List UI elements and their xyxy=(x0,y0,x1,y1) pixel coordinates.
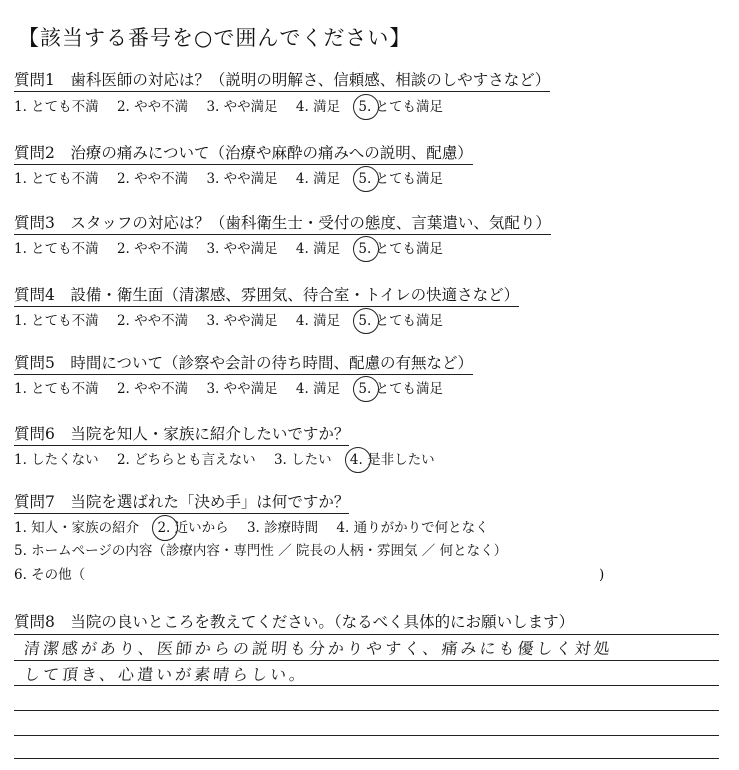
q5-option-4[interactable]: 4. 満足 xyxy=(295,381,341,397)
q3-option-4[interactable]: 4. 満足 xyxy=(295,241,341,257)
q1-option-3[interactable]: 3. やや満足 xyxy=(206,99,278,115)
q3-option-3[interactable]: 3. やや満足 xyxy=(206,241,278,257)
answer-rule-3 xyxy=(14,685,719,686)
q2-option-5-selected[interactable]: 5. とても満足 xyxy=(358,171,444,187)
question-1-options xyxy=(14,98,457,116)
q3-option-2[interactable]: 2. やや不満 xyxy=(116,241,189,257)
q1-option-5-selected[interactable]: 5. とても満足 xyxy=(358,99,444,115)
q2-option-4[interactable]: 4. 満足 xyxy=(295,171,341,187)
q6-option-2[interactable]: 2. どちらとも言えない xyxy=(116,452,256,468)
q7-option-3[interactable]: 3. 診療時間 xyxy=(246,520,319,536)
q7-option-6-row xyxy=(14,566,614,584)
q5-option-5-selected[interactable]: 5. とても満足 xyxy=(358,381,444,397)
q6-option-1[interactable]: 1. したくない xyxy=(14,452,99,468)
q7-option-5[interactable]: 5. ホームページの内容（診療内容・専門性 ／ 院長の人柄・雰囲気 ／ 何となく） xyxy=(14,543,508,559)
q4-option-1[interactable]: 1. とても不満 xyxy=(14,313,99,329)
question-7-options-line1 xyxy=(14,519,503,537)
q7-option-4[interactable]: 4. 通りがかりで何となく xyxy=(336,520,489,536)
answer-rule-5 xyxy=(14,735,719,736)
q5-option-1[interactable]: 1. とても不満 xyxy=(14,381,99,397)
q6-option-3[interactable]: 3. したい xyxy=(273,452,332,468)
q3-option-5-selected[interactable]: 5. とても満足 xyxy=(358,241,444,257)
answer-rule-1 xyxy=(14,634,719,635)
answer-rule-6 xyxy=(14,758,719,759)
q1-option-2[interactable]: 2. やや不満 xyxy=(116,99,189,115)
answer-rule-4 xyxy=(14,710,719,711)
q5-option-2[interactable]: 2. やや不満 xyxy=(116,381,189,397)
question-4: 質問4 設備・衛生面（清潔感、雰囲気、待合室・トイレの快適さなど） xyxy=(14,285,519,307)
q7-option-2-selected[interactable]: 2. 近いから xyxy=(157,520,229,536)
question-4-options xyxy=(14,312,457,330)
question-6-options xyxy=(14,451,449,469)
q3-option-1[interactable]: 1. とても不満 xyxy=(14,241,99,257)
q4-option-3[interactable]: 3. やや満足 xyxy=(206,313,278,329)
q1-option-4[interactable]: 4. 満足 xyxy=(295,99,341,115)
question-8: 質問8 当院の良いところを教えてください。（なるべく具体的にお願いします） xyxy=(14,613,575,631)
q8-answer-line-1[interactable]: 清潔感があり、医師からの説明も分かりやすく、痛みにも優しく対処 xyxy=(22,639,614,658)
q7-option-6-close-paren: ) xyxy=(599,567,605,583)
q2-option-1[interactable]: 1. とても不満 xyxy=(14,171,99,187)
q4-option-5-selected[interactable]: 5. とても満足 xyxy=(358,313,444,329)
q8-answer-line-2[interactable]: して頂き、心遣いが素晴らしい。 xyxy=(22,665,310,684)
q2-option-2[interactable]: 2. やや不満 xyxy=(116,171,189,187)
page-title: 【該当する番号を○で囲んでください】 xyxy=(18,26,412,50)
q7-option-6[interactable]: 6. その他（ xyxy=(14,567,86,583)
question-6: 質問6 当院を知人・家族に紹介したいですか？ xyxy=(14,424,349,446)
question-2: 質問2 治療の痛みについて（治療や麻酔の痛みへの説明、配慮） xyxy=(14,143,473,165)
q4-option-4[interactable]: 4. 満足 xyxy=(295,313,341,329)
question-7: 質問7 当院を選ばれた「決め手」は何ですか？ xyxy=(14,492,349,514)
q5-option-3[interactable]: 3. やや満足 xyxy=(206,381,278,397)
question-2-options xyxy=(14,170,457,188)
q1-option-1[interactable]: 1. とても不満 xyxy=(14,99,99,115)
q4-option-2[interactable]: 2. やや不満 xyxy=(116,313,189,329)
q2-option-3[interactable]: 3. やや満足 xyxy=(206,171,278,187)
q7-option-1[interactable]: 1. 知人・家族の紹介 xyxy=(14,520,140,536)
question-5-options xyxy=(14,380,457,398)
q6-option-4-selected[interactable]: 4. 是非したい xyxy=(349,452,435,468)
question-3: 質問3 スタッフの対応は？（歯科衛生士・受付の態度、言葉遣い、気配り） xyxy=(14,213,551,235)
question-5: 質問5 時間について（診察や会計の待ち時間、配慮の有無など） xyxy=(14,353,473,375)
answer-rule-2 xyxy=(14,660,719,661)
question-1: 質問1 歯科医師の対応は？（説明の明解さ、信頼感、相談のしやすさなど） xyxy=(14,70,550,92)
question-3-options xyxy=(14,240,457,258)
